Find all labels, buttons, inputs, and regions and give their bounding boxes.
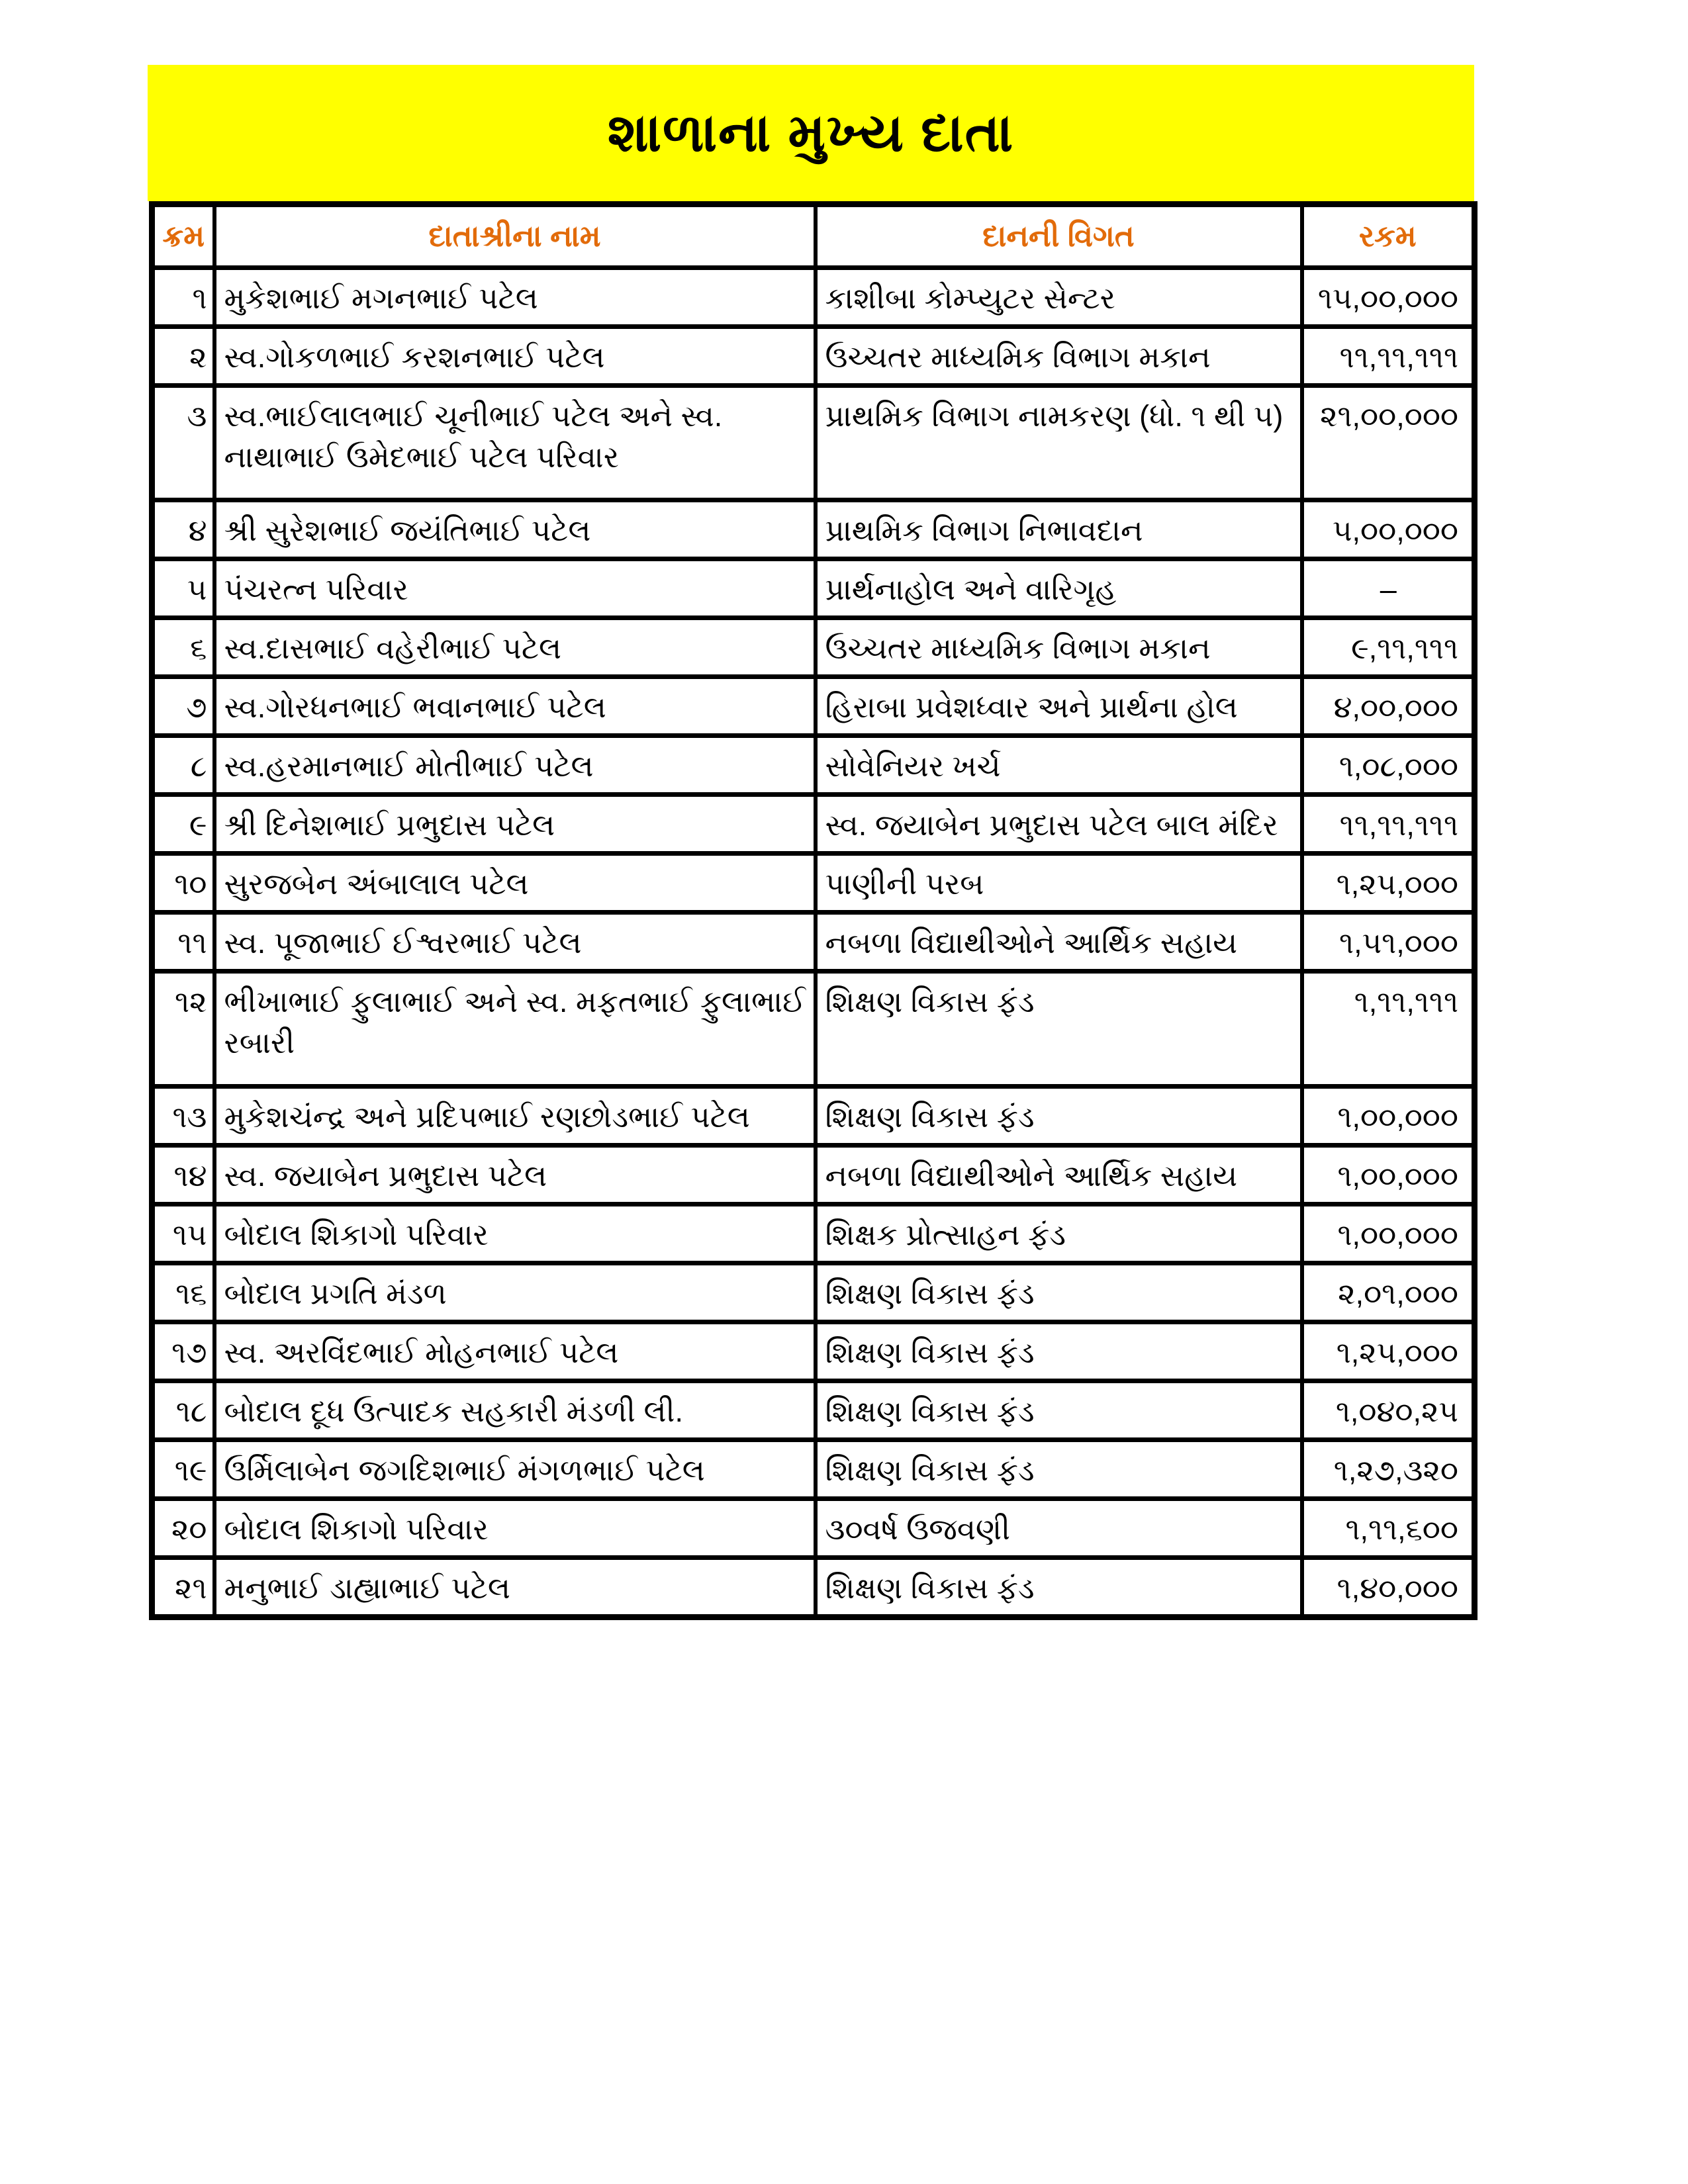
- donation-detail-cell: નબળા વિદ્યાથીઓને આર્થિક સહાય: [816, 913, 1302, 972]
- serial-cell: ૫: [152, 559, 214, 618]
- serial-cell: ૧૭: [152, 1322, 214, 1381]
- amount-cell: ૧,૫૧,૦૦૦: [1302, 913, 1475, 972]
- table-row: [152, 1146, 1475, 1205]
- serial-cell: ૧૯: [152, 1440, 214, 1499]
- donation-detail-cell: શિક્ષણ વિકાસ ફંડ: [816, 1087, 1302, 1146]
- amount-cell: ૧,૨૫,૦૦૦: [1302, 1322, 1475, 1381]
- table-row: [152, 327, 1475, 386]
- serial-cell: ૧૨: [152, 972, 214, 1087]
- serial-cell: ૧૦: [152, 854, 214, 913]
- donation-detail-cell: શિક્ષણ વિકાસ ફંડ: [816, 972, 1302, 1087]
- serial-cell: ૮: [152, 736, 214, 795]
- column-header-donation-detail: દાનની વિગત: [816, 205, 1302, 268]
- donation-detail-cell: સોવેનિયર ખર્ચ: [816, 736, 1302, 795]
- donation-detail-cell: શિક્ષણ વિકાસ ફંડ: [816, 1263, 1302, 1322]
- amount-cell: ૧,૪૦,૦૦૦: [1302, 1558, 1475, 1617]
- donation-detail-cell: ઉચ્ચતર માધ્યમિક વિભાગ મકાન: [816, 618, 1302, 677]
- table-row: [152, 854, 1475, 913]
- amount-cell: ૧૫,૦૦,૦૦૦: [1302, 268, 1475, 327]
- table-row: [152, 386, 1475, 500]
- donor-name-cell: સ્વ.ગોકળભાઈ કરશનભાઈ પટેલ: [214, 327, 816, 386]
- table-row: [152, 1558, 1475, 1617]
- table-row: [152, 1322, 1475, 1381]
- donation-detail-cell: ૩૦વર્ષ ઉજવણી: [816, 1499, 1302, 1558]
- serial-cell: ૨૦: [152, 1499, 214, 1558]
- serial-cell: ૩: [152, 386, 214, 500]
- donor-name-cell: બોદાલ શિકાગો પરિવાર: [214, 1205, 816, 1263]
- table-row: [152, 1205, 1475, 1263]
- donation-detail-cell: ઉચ્ચતર માધ્યમિક વિભાગ મકાન: [816, 327, 1302, 386]
- donor-name-cell: બોદાલ પ્રગતિ મંડળ: [214, 1263, 816, 1322]
- amount-cell: ૧,૨૫,૦૦૦: [1302, 854, 1475, 913]
- donor-name-cell: સ્વ. અરવિંદભાઈ મોહનભાઈ પટેલ: [214, 1322, 816, 1381]
- page-title: શાળાના મુખ્ય દાતા: [607, 103, 1015, 162]
- serial-cell: ૯: [152, 795, 214, 854]
- donor-name-cell: મુકેશભાઈ મગનભાઈ પટેલ: [214, 268, 816, 327]
- donor-name-cell: બોદાલ શિકાગો પરિવાર: [214, 1499, 816, 1558]
- donation-detail-cell: શિક્ષક પ્રોત્સાહન ફંડ: [816, 1205, 1302, 1263]
- amount-cell: –: [1302, 559, 1475, 618]
- amount-cell: ૧,૧૧,૧૧૧: [1302, 972, 1475, 1087]
- donation-detail-cell: શિક્ષણ વિકાસ ફંડ: [816, 1322, 1302, 1381]
- donor-name-cell: સ્વ. પૂજાભાઈ ઈશ્વરભાઈ પટેલ: [214, 913, 816, 972]
- amount-cell: ૧,૨૭,૩૨૦: [1302, 1440, 1475, 1499]
- donor-name-cell: સ્વ.ભાઈલાલભાઈ ચૂનીભાઈ પટેલ અને સ્વ. નાથાભાઈ ઉમેદભાઈ પટેલ પરિવાર: [214, 386, 816, 500]
- donation-detail-cell: શિક્ષણ વિકાસ ફંડ: [816, 1440, 1302, 1499]
- amount-cell: ૧,૦૮,૦૦૦: [1302, 736, 1475, 795]
- donation-detail-cell: પાણીની પરબ: [816, 854, 1302, 913]
- table-row: [152, 1499, 1475, 1558]
- table-row: [152, 795, 1475, 854]
- donor-name-cell: સુરજબેન અંબાલાલ પટેલ: [214, 854, 816, 913]
- table-row: [152, 677, 1475, 736]
- amount-cell: ૨૧,૦૦,૦૦૦: [1302, 386, 1475, 500]
- table-row: [152, 500, 1475, 559]
- amount-cell: ૧,૧૧,૬૦૦: [1302, 1499, 1475, 1558]
- donation-detail-cell: શિક્ષણ વિકાસ ફંડ: [816, 1558, 1302, 1617]
- serial-cell: ૬: [152, 618, 214, 677]
- table-row: [152, 618, 1475, 677]
- amount-cell: ૧,૦૦,૦૦૦: [1302, 1146, 1475, 1205]
- column-header-donor-name: દાતાશ્રીના નામ: [214, 205, 816, 268]
- donor-name-cell: ઉર્મિલાબેન જગદિશભાઈ મંગળભાઈ પટેલ: [214, 1440, 816, 1499]
- amount-cell: ૧,૦૦,૦૦૦: [1302, 1087, 1475, 1146]
- serial-cell: ૨: [152, 327, 214, 386]
- serial-cell: ૭: [152, 677, 214, 736]
- serial-cell: ૧૫: [152, 1205, 214, 1263]
- serial-cell: ૧૧: [152, 913, 214, 972]
- donors-table: [149, 201, 1477, 1620]
- serial-cell: ૧૪: [152, 1146, 214, 1205]
- amount-cell: ૯,૧૧,૧૧૧: [1302, 618, 1475, 677]
- donation-detail-cell: કાશીબા કોમ્પ્યુટર સેન્ટર: [816, 268, 1302, 327]
- amount-cell: ૧૧,૧૧,૧૧૧: [1302, 795, 1475, 854]
- title-banner: [148, 65, 1474, 201]
- donor-name-cell: શ્રી સુરેશભાઈ જયંતિભાઈ પટેલ: [214, 500, 816, 559]
- table-row: [152, 1440, 1475, 1499]
- table-row: [152, 268, 1475, 327]
- serial-cell: ૨૧: [152, 1558, 214, 1617]
- table-row: [152, 559, 1475, 618]
- donation-detail-cell: સ્વ. જયાબેન પ્રભુદાસ પટેલ બાલ મંદિર: [816, 795, 1302, 854]
- donor-name-cell: મનુભાઈ ડાહ્યાભાઈ પટેલ: [214, 1558, 816, 1617]
- amount-cell: ૧,૦૦,૦૦૦: [1302, 1205, 1475, 1263]
- serial-cell: ૧: [152, 268, 214, 327]
- donor-name-cell: બોદાલ દૂધ ઉત્પાદક સહકારી મંડળી લી.: [214, 1381, 816, 1440]
- donor-name-cell: સ્વ.દાસભાઈ વહેરીભાઈ પટેલ: [214, 618, 816, 677]
- serial-cell: ૧૮: [152, 1381, 214, 1440]
- donor-name-cell: પંચરત્ન પરિવાર: [214, 559, 816, 618]
- donation-detail-cell: પ્રાર્થનાહોલ અને વારિગૃહ: [816, 559, 1302, 618]
- table-row: [152, 1381, 1475, 1440]
- table-body: [152, 268, 1475, 1617]
- donor-name-cell: શ્રી દિનેશભાઈ પ્રભુદાસ પટેલ: [214, 795, 816, 854]
- amount-cell: ૨,૦૧,૦૦૦: [1302, 1263, 1475, 1322]
- donation-detail-cell: હિરાબા પ્રવેશધ્વાર અને પ્રાર્થના હોલ: [816, 677, 1302, 736]
- donation-detail-cell: પ્રાથમિક વિભાગ નામકરણ (ધો. ૧ થી ૫): [816, 386, 1302, 500]
- table-row: [152, 736, 1475, 795]
- serial-cell: ૪: [152, 500, 214, 559]
- amount-cell: ૫,૦૦,૦૦૦: [1302, 500, 1475, 559]
- table-row: [152, 972, 1475, 1087]
- table-row: [152, 1087, 1475, 1146]
- donation-detail-cell: પ્રાથમિક વિભાગ નિભાવદાન: [816, 500, 1302, 559]
- table-row: [152, 913, 1475, 972]
- serial-cell: ૧૬: [152, 1263, 214, 1322]
- donor-name-cell: સ્વ. જયાબેન પ્રભુદાસ પટેલ: [214, 1146, 816, 1205]
- table-header-row: [152, 205, 1475, 268]
- donor-name-cell: સ્વ.ગોરધનભાઈ ભવાનભાઈ પટેલ: [214, 677, 816, 736]
- donor-name-cell: મુકેશચંન્દ્ર અને પ્રદિપભાઈ રણછોડભાઈ પટેલ: [214, 1087, 816, 1146]
- amount-cell: ૧૧,૧૧,૧૧૧: [1302, 327, 1475, 386]
- donor-name-cell: સ્વ.હરમાનભાઈ મોતીભાઈ પટેલ: [214, 736, 816, 795]
- donor-name-cell: ભીખાભાઈ ફુલાભાઈ અને સ્વ. મફતભાઈ ફુલાભાઈ રબારી: [214, 972, 816, 1087]
- amount-cell: ૧,૦૪૦,૨૫: [1302, 1381, 1475, 1440]
- amount-cell: ૪,૦૦,૦૦૦: [1302, 677, 1475, 736]
- table-row: [152, 1263, 1475, 1322]
- column-header-amount: રકમ: [1302, 205, 1475, 268]
- serial-cell: ૧૩: [152, 1087, 214, 1146]
- column-header-serial: ક્રમ: [152, 205, 214, 268]
- donation-detail-cell: નબળા વિદ્યાથીઓને આર્થિક સહાય: [816, 1146, 1302, 1205]
- donation-detail-cell: શિક્ષણ વિકાસ ફંડ: [816, 1381, 1302, 1440]
